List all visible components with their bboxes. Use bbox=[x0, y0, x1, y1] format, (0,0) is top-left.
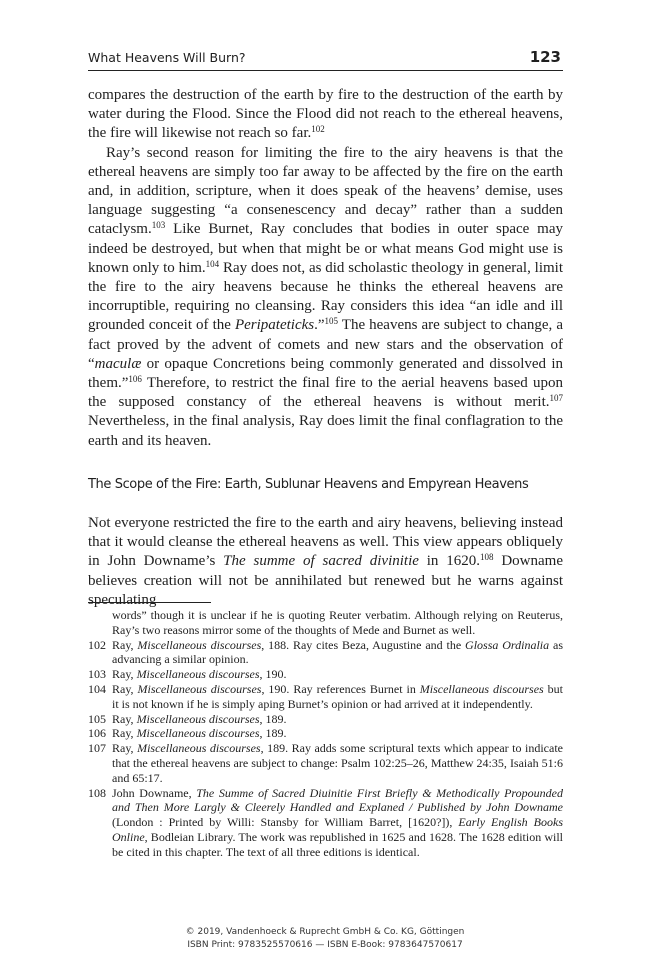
text-run: , 190. bbox=[259, 667, 287, 682]
text-run: , 190. Ray references Burnet in bbox=[261, 681, 420, 696]
footnote-text bbox=[112, 638, 563, 668]
footnote-number: 108 bbox=[88, 785, 106, 800]
text-run: Ray, bbox=[112, 741, 138, 756]
running-header bbox=[88, 48, 563, 71]
footnote-text bbox=[112, 667, 563, 682]
footnote-number: 107 bbox=[88, 741, 106, 756]
footnotes bbox=[88, 608, 563, 860]
page-footer bbox=[0, 926, 650, 952]
italic-term: maculæ bbox=[94, 355, 142, 372]
footnote-108 bbox=[88, 786, 563, 860]
copyright-line: © 2019, Vandenhoeck & Ruprecht GmbH & Co. KG, Göttingen bbox=[185, 927, 465, 937]
footnote-ref-104[interactable]: 104 bbox=[205, 258, 220, 269]
footnote-number: 103 bbox=[88, 667, 106, 682]
text-run: Nevertheless, in the final analysis, Ray does limit the final conflagration to the earth and its heaven. bbox=[88, 413, 563, 449]
text-run: Ray, bbox=[112, 711, 137, 726]
italic-term: Peripateticks bbox=[234, 317, 315, 334]
text-run: John Downame, bbox=[112, 785, 197, 800]
footnote-divider bbox=[88, 602, 211, 603]
text-run: , 189. Ray adds some scriptural texts which appear to indicate that the ethereal heavens are subject to change: Psalm 102:25–26, Matthew 24:35, Isaiah 51:6 and 65:17. bbox=[112, 741, 563, 785]
book-title: Miscellaneous discourses bbox=[137, 681, 262, 696]
footnote-ref-106[interactable]: 106 bbox=[128, 374, 142, 385]
text-run: but it is not known if he is simply aping Burnet’s opinion or had arrived at it independently. bbox=[112, 681, 564, 711]
book-title: Miscellaneous discourses bbox=[137, 637, 262, 652]
text-run: compares the destruction of the earth by fire to the destruction of the earth by water during the Flood. Since the Flood did not reach to the ethereal heavens, the fire will likewise not reach so far. bbox=[88, 87, 563, 142]
text-run: Like Burnet, Ray concludes that bodies in outer space may indeed be destroyed, but when that might be or what means God might use is known only to him. bbox=[88, 221, 563, 276]
running-title: What Heavens Will Burn? bbox=[88, 50, 246, 65]
footnote-ref-105[interactable]: 105 bbox=[324, 316, 339, 327]
book-title: Miscellaneous discourses bbox=[137, 741, 261, 756]
book-title: The Summe of Sacred Diuinitie First Briefly & Methodically Propounded and Then More Largly & Cleerely Handled and Explaned / Published by John Downame bbox=[112, 785, 563, 815]
text-run: or opaque Concretions being commonly generated and dissolved in them.” bbox=[88, 355, 563, 392]
book-title: Early English Books Online bbox=[112, 815, 563, 844]
text-run: Ray, bbox=[112, 681, 138, 696]
footnote-ref-102[interactable]: 102 bbox=[311, 124, 325, 135]
section-text bbox=[88, 514, 563, 610]
text-run: Not everyone restricted the fire to the earth and airy heavens, believing instead that it would cleanse the ethereal heavens as well. This view appears obliquely in John Downame’s bbox=[88, 515, 563, 570]
text-run: in 1620. bbox=[418, 553, 480, 570]
footnote-ref-103[interactable]: 103 bbox=[151, 220, 166, 231]
footnote-ref-108[interactable]: 108 bbox=[480, 552, 494, 563]
footnote-text bbox=[112, 712, 563, 727]
paragraph-2 bbox=[88, 144, 563, 451]
book-title: The summe of sacred divinitie bbox=[223, 553, 419, 570]
text-run: Downame believes creation will not be annihilated but renewed but he warns against speculating bbox=[88, 553, 563, 608]
footnote-105 bbox=[88, 712, 563, 727]
text-run: as advancing a similar opinion. bbox=[112, 637, 563, 667]
text-run: , 189. bbox=[259, 726, 287, 741]
footnote-104 bbox=[88, 682, 563, 712]
footnote-text bbox=[112, 726, 563, 741]
text-run: Ray, bbox=[112, 637, 138, 652]
footnote-continuation: words” though it is unclear if he is quoting Reuter verbatim. Although relying on Reuterus, Ray’s two reasons mirror some of the thoughts of Mede and Burnet as well. bbox=[112, 608, 563, 637]
footnote-number: 102 bbox=[88, 637, 106, 652]
paragraph-1 bbox=[88, 86, 563, 144]
text-run: Therefore, to restrict the final fire to the aerial heavens based upon the supposed constancy of the ethereal heavens is without merit. bbox=[88, 375, 563, 411]
text-run: Ray’s second reason for limiting the fire to the airy heavens is that the ethereal heavens are simply too far away to be affected by the fire on the earth and, in addition, scripture, when it does speak of the heavens’ demise, uses language suggesting “a consenescency and decay” rather than a sudden cataclysm. bbox=[88, 144, 563, 238]
footnote-103 bbox=[88, 667, 563, 682]
footnote-number: 106 bbox=[88, 726, 106, 741]
text-run: Ray, bbox=[112, 726, 137, 741]
text-run: , 189. bbox=[259, 711, 287, 726]
footnote-text bbox=[112, 741, 563, 785]
book-title: Miscellaneous discourses bbox=[419, 681, 544, 696]
footnote-107 bbox=[88, 741, 563, 785]
book-title: Miscellaneous discourses bbox=[136, 726, 260, 741]
paragraph-3 bbox=[88, 514, 563, 610]
text-run: , 188. Ray cites Beza, Augustine and the bbox=[261, 637, 466, 652]
section-heading: The Scope of the Fire: Earth, Sublunar Heavens and Empyrean Heavens bbox=[88, 477, 529, 492]
page-number: 123 bbox=[529, 48, 561, 66]
footnote-number: 105 bbox=[88, 711, 106, 726]
footnote-ref-107[interactable]: 107 bbox=[549, 393, 563, 404]
text-run: Ray, bbox=[112, 667, 137, 682]
book-title: Glossa Ordinalia bbox=[465, 637, 550, 652]
footnote-text bbox=[112, 786, 563, 860]
main-text bbox=[88, 86, 563, 451]
book-title: Miscellaneous discourses bbox=[136, 711, 260, 726]
text-run: (London : Printed by Willi: Stansby for William Barret, [1620?]), bbox=[112, 815, 459, 830]
text-run: .” bbox=[314, 317, 325, 334]
footnote-102 bbox=[88, 638, 563, 668]
footnote-number: 104 bbox=[88, 681, 106, 696]
isbn-line: ISBN Print: 9783525570616 — ISBN E-Book: 9783647570617 bbox=[187, 940, 463, 950]
text-run: Ray does not, as did scholastic theology in general, limit the fire to the airy heavens because he thinks the ethereal heavens are incorruptible, requiring no cleansing. Ray considers this idea “an idle and ill grounded conceit of the bbox=[88, 259, 563, 334]
book-title: Miscellaneous discourses bbox=[136, 667, 260, 682]
text-run: , Bodleian Library. The work was republished in 1625 and 1628. The 1628 edition will be cited in this chapter. The text of all three editions is identical. bbox=[112, 829, 563, 859]
footnote-106 bbox=[88, 726, 563, 741]
footnote-text bbox=[112, 682, 563, 712]
text-run: The heavens are subject to change, a fact proved by the advent of comets and new stars and the observation of “ bbox=[88, 317, 564, 372]
